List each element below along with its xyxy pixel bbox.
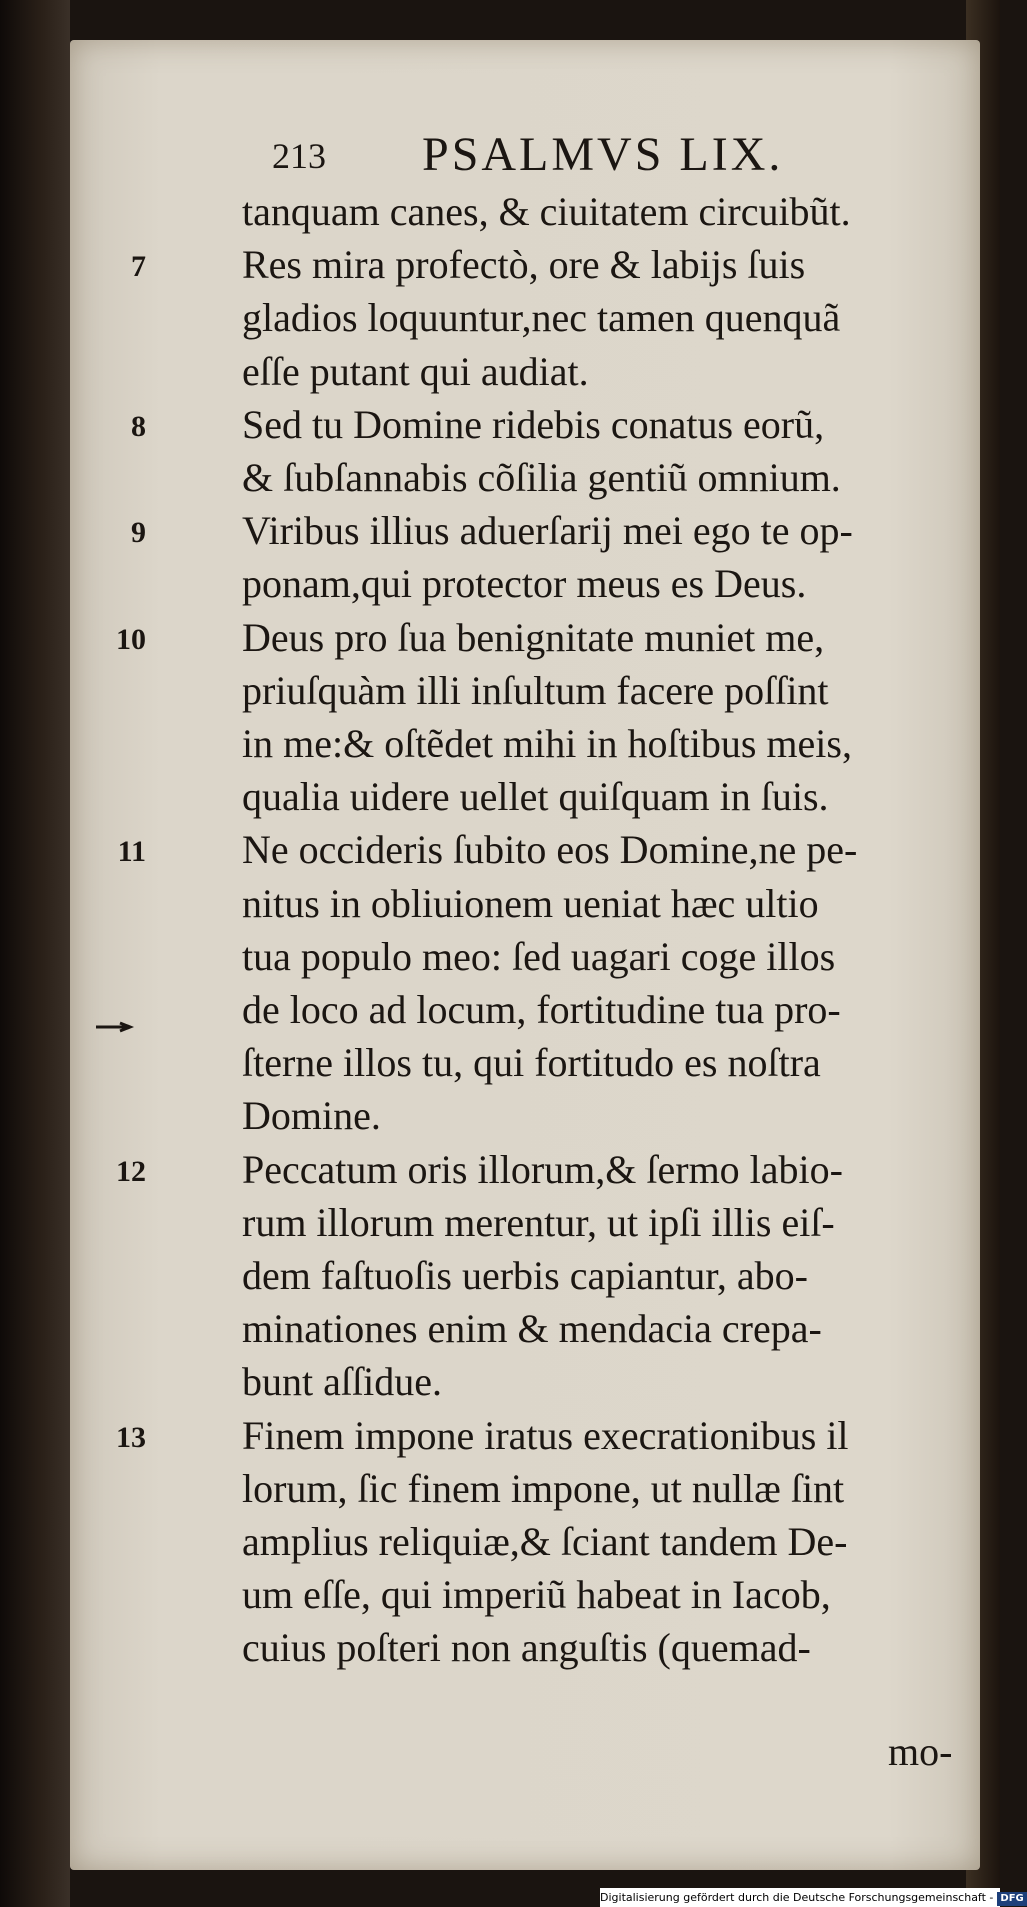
text-line: Res mira profectò, ore & labijs ſuis (242, 242, 806, 288)
text-line: de loco ad locum, fortitudine tua pro- (242, 987, 841, 1032)
text-line: tanquam canes, & ciuitatem circuibũt. (242, 189, 851, 234)
text-line: rum illorum merentur, ut ipſi illis eiſ- (242, 1199, 835, 1245)
book-spine-left (0, 0, 70, 1907)
text-line: Deus pro ſua benignitate muniet me, (242, 614, 825, 660)
text-line: ponam,qui protector meus es Deus. (242, 561, 807, 607)
text-line: priuſquàm illi inſultum facere poſſint (242, 667, 829, 713)
text-line: cuius poſteri non anguſtis (quemad- (242, 1625, 811, 1671)
verse-number: 11 (117, 835, 146, 869)
dfg-logo: DFG (997, 1892, 1026, 1906)
page-header (272, 127, 832, 187)
text-line: eſſe putant qui audiat. (242, 348, 589, 394)
text-line: nitus in obliuionem ueniat hæc ultio (242, 880, 819, 926)
catchword: mo- (888, 1729, 953, 1774)
verse-number: 9 (131, 516, 146, 550)
text-line: bunt aſſidue. (242, 1359, 442, 1405)
text-line: gladios loquuntur,nec tamen quenquã (242, 295, 841, 341)
verse-number: 12 (116, 1154, 146, 1188)
digitization-credit (600, 1888, 1024, 1907)
text-line: tua populo meo: ſed uagari coge illos (242, 933, 836, 979)
text-line: Viribus illius aduerſarij mei ego te op- (242, 508, 853, 554)
text-line: Peccatum oris illorum,& ſermo labio- (242, 1146, 843, 1192)
text-line: lorum, ſic finem impone, ut nullæ ſint (242, 1465, 845, 1511)
text-line: Domine. (242, 1093, 381, 1139)
text-line: um eſſe, qui imperiũ habeat in Iacob, (242, 1572, 831, 1618)
text-line: Sed tu Domine ridebis conatus eorũ, (242, 401, 825, 447)
running-title: PSALMVS LIX. (422, 128, 784, 181)
verse-number: 7 (131, 250, 146, 284)
verse-number: 10 (116, 622, 146, 656)
text-line: Finem impone iratus execrationibus il (242, 1412, 849, 1458)
page-number: 213 (272, 136, 326, 176)
text-line: Ne occideris ſubito eos Domine,ne pe- (242, 827, 858, 873)
text-line: dem faſtuoſis uerbis capiantur, abo- (242, 1253, 808, 1298)
credit-text: Digitalisierung gefördert durch die Deutsche Forschungsgemeinschaft - (600, 1891, 994, 1904)
margin-arrow-icon (96, 1022, 136, 1032)
text-line: & ſubſannabis cõſilia gentiũ omnium. (242, 455, 841, 500)
text-line: ſterne illos tu, qui fortitudo es noſtra (242, 1040, 821, 1086)
verse-number: 8 (131, 409, 146, 443)
text-line: amplius reliquiæ,& ſciant tandem De- (242, 1519, 848, 1564)
verse-number: 13 (116, 1420, 146, 1454)
text-line: minationes enim & mendacia crepa- (242, 1306, 822, 1352)
text-line: qualia uidere uellet quiſquam in ſuis. (242, 774, 829, 820)
text-line: in me:& oſtẽdet mihi in hoſtibus meis, (242, 721, 852, 766)
